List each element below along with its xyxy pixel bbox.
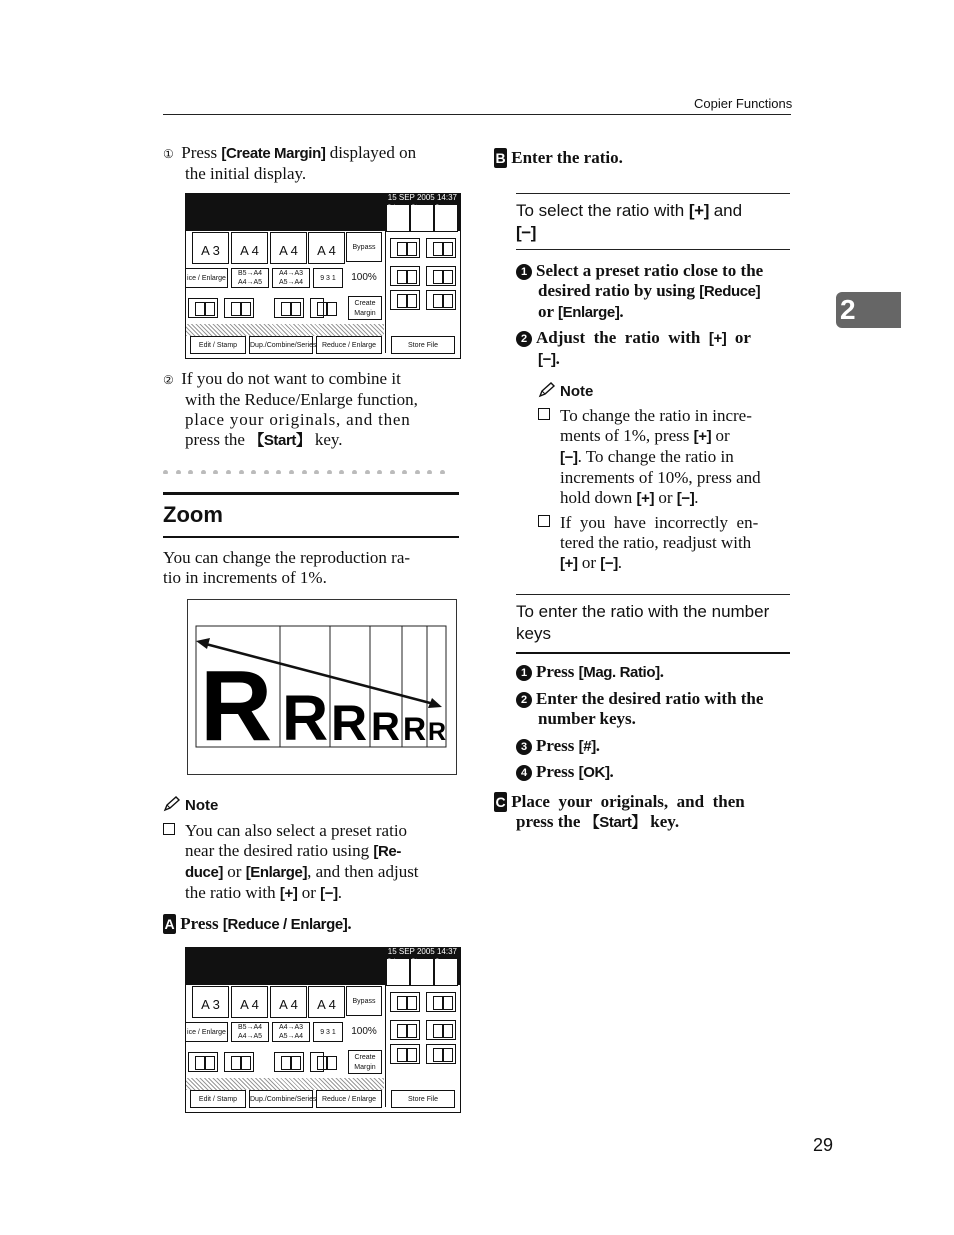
page-number: 29 <box>813 1135 834 1155</box>
subhead-number-keys: To enter the ratio with the number keys <box>516 602 770 643</box>
subhead-select-ratio: To select the ratio with [+] and [−] <box>516 201 743 242</box>
lcd-screen-1: 15 SEP 2005 14:37 Orig 0 Qty 1 Copy 0 A 3 A 4 A 4 A 4 Bypass ice / Enlarge B5→A4 A4→A5 A4→A3 A5→A4 9 3 1 100% Create Margin Edit / Stamp Dup./Combine/Series Reduce / Enlarge Store File <box>185 193 461 359</box>
substep-1: 1 Select a preset ratio close to the desired ratio by using [Reduce] or [Enlarge]. <box>516 261 796 323</box>
pencil-icon <box>163 796 181 812</box>
create-margin-label: [Create Margin] <box>221 145 326 162</box>
note-right-1: To change the ratio in incre- ments of 1%, press [+] or [−]. To change the ratio in increments of 10%, press and hold down [+] or [−]. <box>538 406 796 509</box>
key-step-3: 3 Press [#]. <box>516 736 796 757</box>
zoom-intro: You can change the reproduction ra- tio in increments of 1%. <box>163 548 411 587</box>
running-header: Copier Functions <box>694 96 793 111</box>
key-step-1: 1 Press [Mag. Ratio]. <box>516 662 796 683</box>
pencil-icon <box>538 382 556 398</box>
item-1: ① Press [Create Margin] displayed on the initial display. <box>163 143 417 183</box>
note-right: Note <box>538 382 593 401</box>
key-step-4: 4 Press [OK]. <box>516 762 796 783</box>
item-2: ② If you do not want to combine it with the Reduce/Enlarge function, place your originals, and then press the 【Start】 key. <box>163 369 418 449</box>
step-a: A Press [Reduce / Enlarge]. <box>164 914 352 933</box>
lcd-screen-2: 15 SEP 2005 14:37 Orig 0 Qty 1 Copy 0 A 3 A 4 A 4 A 4 Bypass ice / Enlarge B5→A4 A4→A5 A4→A3 A5→A4 9 3 1 100% Create Margin Edit / Stamp Dup./Combine/Series Reduce / Enlarge Store File <box>185 947 461 1113</box>
zoom-letter-1: R <box>200 650 273 762</box>
key-step-2: 2 Enter the desired ratio with the number keys. <box>516 689 796 729</box>
zoom-letter-6: R <box>428 718 447 746</box>
header-rule <box>163 114 791 115</box>
zoom-heading: Zoom <box>163 502 223 527</box>
zoom-diagram <box>187 599 457 775</box>
note-left: Note <box>163 796 218 815</box>
substep-2: 2 Adjust the ratio with [+] or [−]. <box>516 328 796 370</box>
step-c: C Place your originals, and then press the 【Start】 key. <box>495 792 745 831</box>
chapter-tab: 2 <box>836 292 901 328</box>
zoom-letter-3: R <box>331 695 368 751</box>
zoom-letter-4: R <box>371 705 400 749</box>
step-b: B Enter the ratio. <box>495 148 623 167</box>
zoom-letter-2: R <box>282 682 329 754</box>
note-left-body: You can also select a preset ratio near the desired ratio using [Re- duce] or [Enlarge], and then adjust the ratio with [+] or [−]. <box>163 821 463 904</box>
note-right-2: If you have incorrectly en- tered the ratio, readjust with [+] or [−]. <box>538 513 796 574</box>
zoom-letter-5: R <box>403 711 427 747</box>
dotted-divider <box>163 462 459 474</box>
